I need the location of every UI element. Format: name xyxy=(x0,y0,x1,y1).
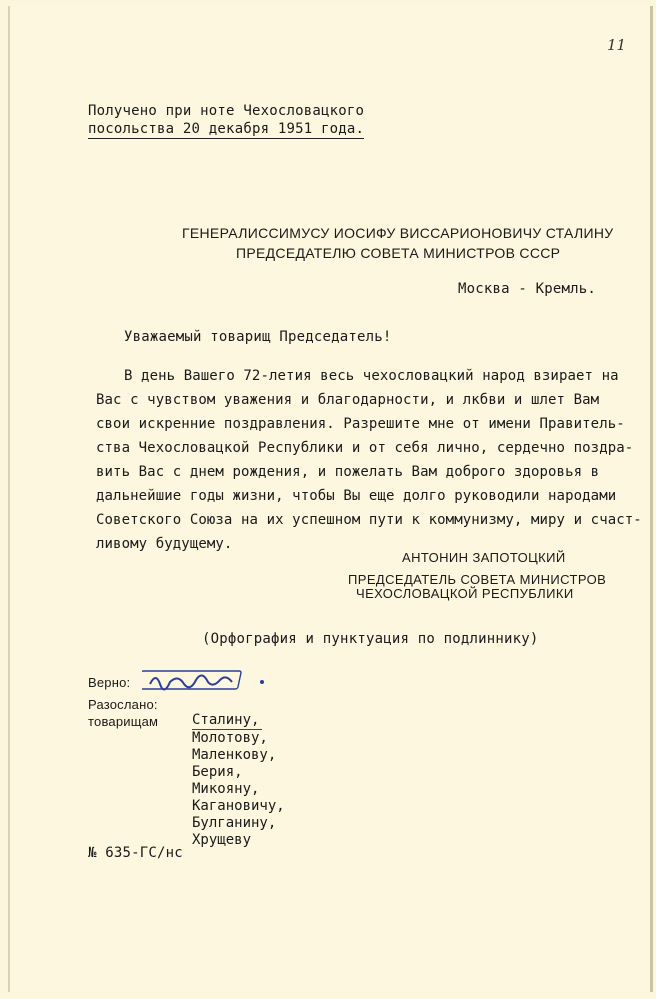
received-note-line1: Получено при ноте Чехословацкого xyxy=(88,103,365,119)
addressee-place: Москва - Кремль. xyxy=(458,281,597,297)
body-line: ства Чехословацкой Республики и от себя лично, сердечно поздра- xyxy=(96,440,634,456)
distribution-label2: товарищам xyxy=(88,714,159,729)
recipient-item: Булганину, xyxy=(192,815,277,831)
recipient-item: Берия, xyxy=(192,764,243,780)
body-line: Советского Союза на их успешном пути к коммунизму, миру и счаст- xyxy=(96,512,642,528)
recipient-item: Микояну, xyxy=(192,781,260,797)
body-line: В день Вашего 72-летия весь чехословацкий народ взирает на xyxy=(124,368,619,384)
distribution-label1: Разослано: xyxy=(88,697,158,712)
recipient-item: Маленкову, xyxy=(192,747,277,763)
signature-title-line2: ЧЕХОСЛОВАЦКОЙ РЕСПУБЛИКИ xyxy=(356,586,574,601)
document-number: № 635-ГС/нс xyxy=(88,845,183,861)
signature-name: АНТОНИН ЗАПОТОЦКИЙ xyxy=(402,550,566,565)
orthography-note: (Орфография и пунктуация по подлиннику) xyxy=(202,631,539,647)
received-note-line2: посольства 20 декабря 1951 года. xyxy=(88,121,365,137)
recipient-item: Хрущеву xyxy=(192,832,252,848)
body-line: вить Вас с днем рождения, и пожелать Вам доброго здоровья в xyxy=(96,464,600,480)
handwritten-signature xyxy=(142,668,272,698)
addressee-line1: ГЕНЕРАЛИССИМУСУ ИОСИФУ ВИССАРИОНОВИЧУ СТАЛИНУ xyxy=(182,225,614,241)
recipient-list xyxy=(192,712,285,849)
verno-label: Верно: xyxy=(88,675,131,690)
letter-body xyxy=(96,364,642,556)
archive-page-number: 11 xyxy=(607,36,627,54)
addressee-line2: ПРЕДСЕДАТЕЛЮ СОВЕТА МИНИСТРОВ СССР xyxy=(236,245,561,261)
signature-title-line1: ПРЕДСЕДАТЕЛЬ СОВЕТА МИНИСТРОВ xyxy=(348,572,607,587)
body-line: свои искренние поздравления. Разрешите мне от имени Правитель- xyxy=(96,416,625,432)
salutation: Уважаемый товарищ Председатель! xyxy=(124,329,392,345)
recipient-item: Молотову, xyxy=(192,730,268,746)
document-page xyxy=(8,6,653,992)
recipient-item: Сталину, xyxy=(192,712,262,730)
recipient-item: Кагановичу, xyxy=(192,798,285,814)
body-line: дальнейшие годы жизни, чтобы Вы еще долго руководили народами xyxy=(96,488,617,504)
body-line: ливому будущему. xyxy=(96,536,233,552)
body-line: Вас с чувством уважения и благодарности, и лкбви и шлет Вам xyxy=(96,392,600,408)
